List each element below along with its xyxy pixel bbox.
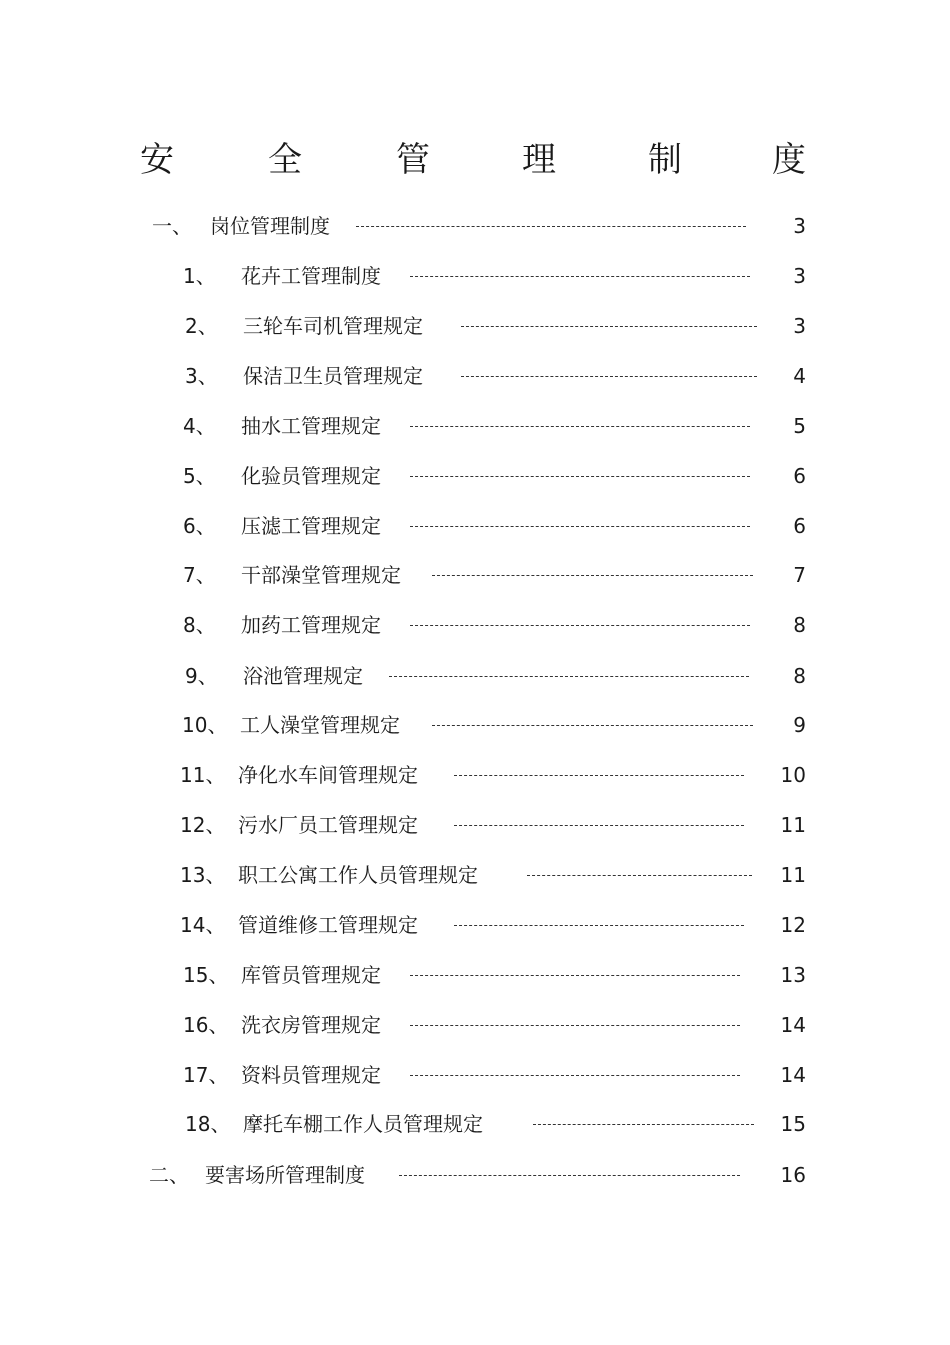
- toc-entry[interactable]: [0, 710, 950, 740]
- toc-entry-label: 摩托车棚工作人员管理规定: [243, 1112, 483, 1136]
- document-title: [140, 140, 812, 184]
- toc-entry-number: 18、: [185, 1112, 231, 1136]
- toc-entry-number: 12、: [180, 813, 226, 837]
- toc-dot-leader: [410, 476, 750, 477]
- toc-entry-number: 14、: [180, 913, 226, 937]
- toc-entry-page-number: 3: [793, 264, 806, 288]
- toc-entry-page-number: 12: [780, 913, 806, 937]
- toc-entry-page-number: 4: [793, 364, 806, 388]
- toc-entry-page-number: 9: [793, 713, 806, 737]
- toc-entry-number: 8、: [183, 613, 216, 637]
- toc-entry-label: 花卉工管理制度: [241, 264, 381, 288]
- toc-entry-label: 管道维修工管理规定: [238, 913, 418, 937]
- toc-entry-page-number: 14: [780, 1013, 806, 1037]
- toc-entry[interactable]: [0, 1060, 950, 1090]
- toc-entry-page-number: 3: [793, 214, 806, 238]
- toc-dot-leader: [461, 326, 757, 327]
- toc-entry-label: 保洁卫生员管理规定: [243, 364, 423, 388]
- toc-entry[interactable]: [0, 411, 950, 441]
- toc-dot-leader: [432, 725, 753, 726]
- toc-dot-leader: [454, 825, 744, 826]
- toc-entry-page-number: 11: [780, 863, 806, 887]
- toc-entry-label: 化验员管理规定: [241, 464, 381, 488]
- toc-entry-number: 10、: [182, 713, 228, 737]
- toc-entry-number: 一、: [152, 214, 192, 238]
- toc-entry-label: 岗位管理制度: [210, 214, 330, 238]
- toc-dot-leader: [410, 426, 750, 427]
- toc-entry[interactable]: [0, 361, 950, 391]
- toc-entry-label: 三轮车司机管理规定: [243, 314, 423, 338]
- toc-dot-leader: [410, 526, 750, 527]
- toc-dot-leader: [533, 1124, 754, 1125]
- toc-entry[interactable]: [0, 810, 950, 840]
- toc-dot-leader: [410, 1025, 740, 1026]
- toc-entry-number: 6、: [183, 514, 216, 538]
- toc-dot-leader: [461, 376, 757, 377]
- toc-entry-number: 15、: [183, 963, 229, 987]
- toc-entry-number: 二、: [149, 1163, 189, 1187]
- toc-entry[interactable]: [0, 1160, 950, 1190]
- toc-entry-page-number: 14: [780, 1063, 806, 1087]
- toc-entry[interactable]: [0, 910, 950, 940]
- toc-entry[interactable]: [0, 511, 950, 541]
- toc-entry-label: 净化水车间管理规定: [238, 763, 418, 787]
- toc-entry-label: 抽水工管理规定: [241, 414, 381, 438]
- toc-entry-label: 浴池管理规定: [243, 664, 363, 688]
- toc-entry-page-number: 13: [780, 963, 806, 987]
- title-char: 度: [772, 140, 806, 180]
- toc-entry-number: 1、: [183, 264, 216, 288]
- toc-entry[interactable]: [0, 760, 950, 790]
- toc-entry[interactable]: [0, 261, 950, 291]
- toc-entry-page-number: 5: [793, 414, 806, 438]
- toc-entry[interactable]: [0, 1109, 950, 1139]
- toc-entry-page-number: 15: [780, 1112, 806, 1136]
- toc-entry-page-number: 6: [793, 514, 806, 538]
- toc-entry[interactable]: [0, 1010, 950, 1040]
- toc-dot-leader: [432, 575, 753, 576]
- toc-entry[interactable]: [0, 311, 950, 341]
- title-char: 制: [648, 140, 682, 180]
- toc-entry-number: 2、: [185, 314, 218, 338]
- toc-entry-page-number: 3: [793, 314, 806, 338]
- toc-entry-number: 16、: [183, 1013, 229, 1037]
- toc-entry-label: 洗衣房管理规定: [241, 1013, 381, 1037]
- toc-entry-label: 资料员管理规定: [241, 1063, 381, 1087]
- toc-entry-page-number: 8: [793, 613, 806, 637]
- toc-entry[interactable]: [0, 860, 950, 890]
- title-char: 管: [396, 140, 430, 180]
- toc-entry-number: 13、: [180, 863, 226, 887]
- toc-dot-leader: [454, 925, 744, 926]
- toc-entry[interactable]: [0, 610, 950, 640]
- toc-dot-leader: [356, 226, 746, 227]
- toc-entry-label: 库管员管理规定: [241, 963, 381, 987]
- toc-entry-label: 干部澡堂管理规定: [241, 563, 401, 587]
- toc-entry-label: 加药工管理规定: [241, 613, 381, 637]
- toc-entry-page-number: 8: [793, 664, 806, 688]
- title-char: 安: [140, 140, 174, 180]
- toc-entry[interactable]: [0, 560, 950, 590]
- toc-dot-leader: [410, 625, 750, 626]
- toc-entry-page-number: 6: [793, 464, 806, 488]
- toc-entry[interactable]: [0, 461, 950, 491]
- toc-dot-leader: [527, 875, 752, 876]
- title-char: 理: [522, 140, 556, 180]
- toc-dot-leader: [410, 1075, 740, 1076]
- toc-entry-label: 职工公寓工作人员管理规定: [238, 863, 478, 887]
- toc-entry-number: 4、: [183, 414, 216, 438]
- toc-entry-number: 17、: [183, 1063, 229, 1087]
- toc-entry-page-number: 16: [780, 1163, 806, 1187]
- toc-dot-leader: [454, 775, 744, 776]
- toc-dot-leader: [399, 1175, 740, 1176]
- toc-entry-number: 11、: [180, 763, 226, 787]
- toc-entry[interactable]: [0, 960, 950, 990]
- toc-entry-page-number: 7: [793, 563, 806, 587]
- toc-entry-number: 5、: [183, 464, 216, 488]
- toc-entry-number: 7、: [183, 563, 216, 587]
- toc-entry[interactable]: [0, 661, 950, 691]
- toc-entry-label: 要害场所管理制度: [205, 1163, 365, 1187]
- toc-entry-label: 工人澡堂管理规定: [240, 713, 400, 737]
- toc-entry-label: 污水厂员工管理规定: [238, 813, 418, 837]
- toc-entry-number: 3、: [185, 364, 218, 388]
- toc-entry-page-number: 10: [780, 763, 806, 787]
- toc-entry-number: 9、: [185, 664, 218, 688]
- toc-entry-page-number: 11: [780, 813, 806, 837]
- title-char: 全: [268, 140, 302, 180]
- toc-entry[interactable]: [0, 211, 950, 241]
- toc-dot-leader: [410, 975, 740, 976]
- toc-entry-label: 压滤工管理规定: [241, 514, 381, 538]
- toc-dot-leader: [389, 676, 749, 677]
- toc-dot-leader: [410, 276, 750, 277]
